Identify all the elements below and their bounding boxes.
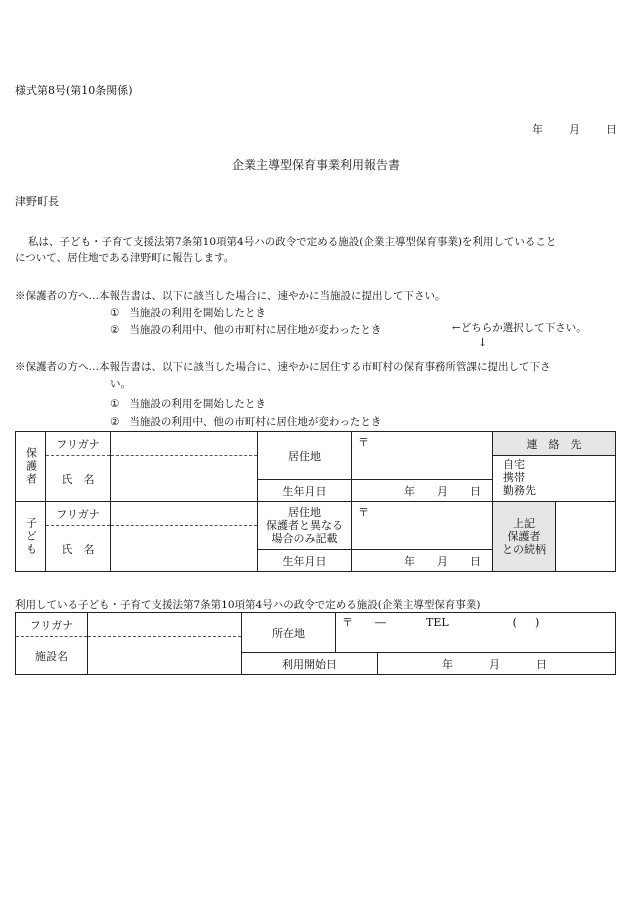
note1-item-1-text: 当施設の利用を開始したとき (129, 307, 266, 319)
note2-text-line2: い。 (110, 378, 131, 390)
guardian-residence-label: 居住地 (258, 432, 352, 480)
child-residence-line-1: 居住地 (288, 506, 321, 519)
body-line-2: について、居住地である津野町に報告します。 (15, 252, 235, 264)
facility-postal-dash: ― (375, 616, 386, 629)
facility-postal-mark: 〒 (342, 616, 353, 629)
contact-mobile: 携帯 (503, 471, 525, 484)
facility-location-input[interactable] (336, 613, 616, 653)
note2-item-2 (110, 414, 381, 429)
guardian-birthdate-label: 生年月日 (258, 480, 352, 502)
note2-text-line1: ※保護者の方へ…本報告書は、以下に該当した場合に、速やかに居住する市町村の保育事務所管課に提出して下さ (15, 361, 551, 373)
child-residence-input[interactable] (352, 502, 493, 550)
contact-header: 連 絡 先 (493, 432, 616, 456)
facility-heading: 利用している子ども・子育て支援法第7条第10項第4号ハの政令で定める施設(企業主導型保育事業) (15, 599, 481, 611)
start-month: 月 (489, 657, 500, 671)
note2-item-2-text: 当施設の利用中、他の市町村に居住地が変わったとき (129, 416, 382, 428)
date-year: 年 (532, 123, 543, 136)
start-day: 日 (536, 657, 547, 671)
guardian-name-input[interactable] (111, 456, 258, 502)
child-residence-line-2: 保護者と異なる (266, 519, 343, 532)
note1-item-1-num: ① (110, 307, 120, 319)
note2-item-2-num: ② (110, 416, 120, 428)
body-line-1: 私は、子ども・子育て支援法第7条第10項第4号ハの政令で定める施設(企業主導型保育事業)を利用していること (28, 236, 557, 248)
child-label: 子ども (24, 517, 38, 556)
date-day: 日 (606, 123, 617, 136)
facility-location-label: 所在地 (242, 613, 336, 653)
start-year: 年 (442, 657, 453, 671)
guardian-furigana-input[interactable] (111, 432, 258, 456)
child-birth-year: 年 (404, 554, 415, 568)
postal-mark: 〒 (358, 436, 369, 449)
note2-item-1-text: 当施設の利用を開始したとき (129, 398, 266, 410)
guardian-name-label: 氏 名 (46, 456, 111, 502)
tel-label: TEL (426, 616, 449, 629)
relation-line-2: 保護者 (507, 530, 541, 543)
page-title: 企業主導型保育事業利用報告書 (232, 158, 401, 172)
guardian-label-cell (16, 432, 46, 502)
relation-line-3: との続柄 (502, 543, 546, 556)
start-date-label: 利用開始日 (242, 653, 378, 675)
birth-month: 月 (437, 484, 448, 498)
birth-year: 年 (404, 484, 415, 498)
note1-item-1 (110, 305, 266, 320)
choose-instruction: ←どちらか選択して下さい。 (452, 322, 587, 334)
facility-name-label: 施設名 (16, 637, 88, 675)
child-name-input[interactable] (111, 526, 258, 572)
start-date-input[interactable] (378, 653, 616, 675)
facility-table (15, 612, 616, 675)
guardian-furigana-label: フリガナ (46, 432, 111, 456)
form-number: 様式第8号(第10条関係) (15, 84, 133, 97)
tel-paren-open: ( (512, 616, 517, 629)
relation-line-1: 上記 (513, 517, 535, 530)
down-arrow-icon: ↓ (478, 336, 488, 349)
note1-text: ※保護者の方へ…本報告書は、以下に該当した場合に、速やかに当施設に提出して下さい。 (15, 290, 446, 302)
note2-item-1-num: ① (110, 398, 120, 410)
guardian-birthdate-input[interactable] (352, 480, 493, 502)
note1-item-2-num: ② (110, 324, 120, 336)
date-line (532, 121, 617, 137)
facility-furigana-input[interactable] (88, 613, 242, 637)
child-birthdate-input[interactable] (352, 550, 493, 572)
facility-name-input[interactable] (88, 637, 242, 675)
contact-items (503, 456, 615, 497)
child-birth-month: 月 (437, 554, 448, 568)
birth-day: 日 (470, 484, 481, 498)
child-birth-day: 日 (470, 554, 481, 568)
relation-label (493, 502, 556, 572)
relation-input[interactable] (556, 502, 616, 572)
addressee: 津野町長 (15, 195, 59, 208)
child-furigana-label: フリガナ (46, 502, 111, 526)
tel-paren-close: ) (534, 616, 540, 629)
note1-item-2-text: 当施設の利用中、他の市町村に居住地が変わったとき (129, 324, 382, 336)
child-residence-line-3: 場合のみ記載 (271, 532, 338, 545)
guardian-residence-input[interactable] (352, 432, 493, 480)
child-label-cell (16, 502, 46, 572)
child-furigana-input[interactable] (111, 502, 258, 526)
contact-work: 勤務先 (503, 484, 536, 497)
guardian-label: 保護者 (24, 447, 38, 486)
guardian-child-table (15, 431, 616, 572)
contact-home: 自宅 (503, 458, 525, 471)
note2-item-1 (110, 396, 266, 411)
child-name-label: 氏 名 (46, 526, 111, 572)
contact-cell[interactable] (493, 456, 616, 502)
facility-furigana-label: フリガナ (16, 613, 88, 637)
child-residence-label (258, 502, 352, 550)
date-month: 月 (569, 123, 580, 136)
note1-item-2 (110, 322, 381, 337)
child-postal-mark: 〒 (358, 506, 369, 519)
child-birthdate-label: 生年月日 (258, 550, 352, 572)
